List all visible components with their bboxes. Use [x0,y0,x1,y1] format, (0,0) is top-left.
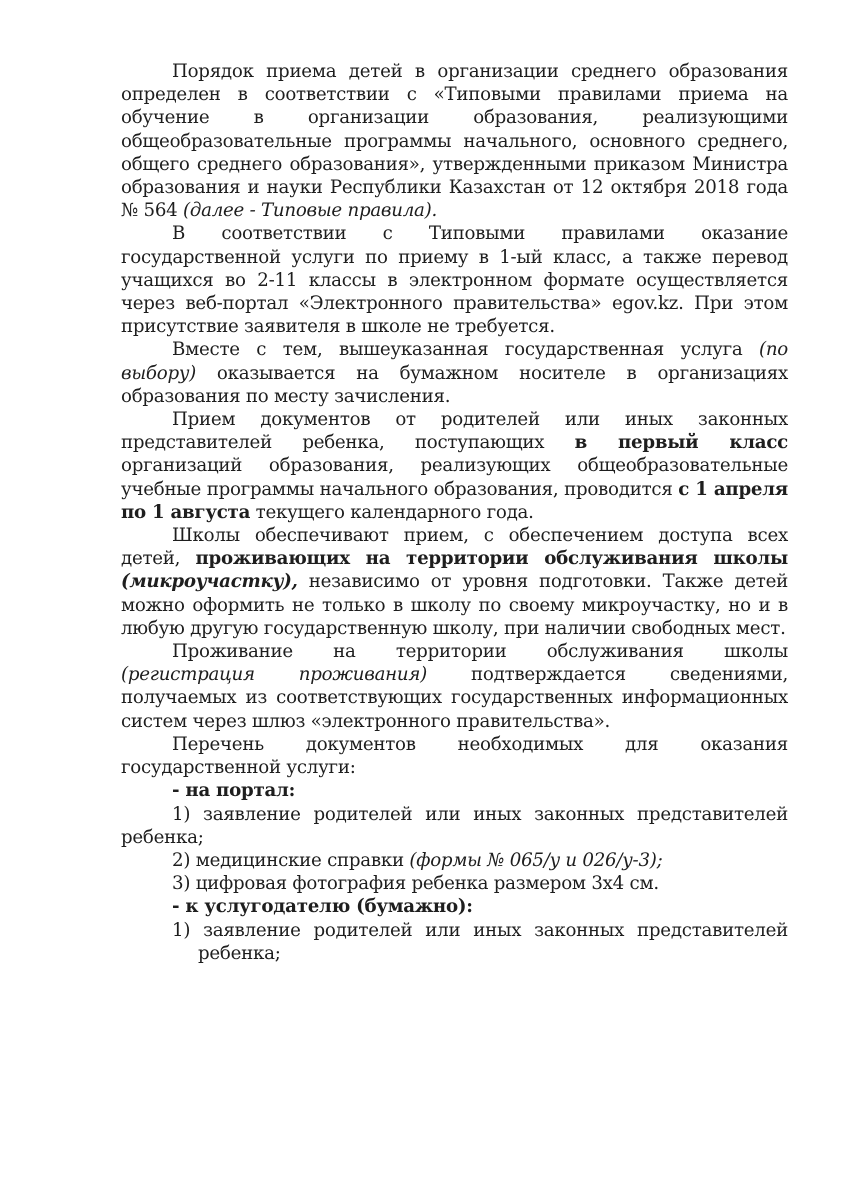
list-item-number: 1) [172,919,191,941]
paragraph-text: организаций образования, реализующих общеобразовательные учебные программы начального образования, проводится [121,455,788,500]
document-page [121,60,788,965]
list-item [121,849,788,872]
paragraph-italic-note: (регистрация проживания) [121,664,428,686]
paragraph-text: Прием документов от родителей или иных законных представителей ребенка, поступающих [121,409,788,454]
list-item-italic-note: (формы № 065/у и 026/у-3); [409,849,663,871]
emphasis-first-grade: в первый класс [574,432,788,454]
emphasis-micro-district: (микроучастку), [121,571,298,593]
paragraph-residence-confirmation [121,640,788,733]
list-item [121,872,788,895]
paragraph-text: оказывается на бумажном носителе в организациях образования по месту зачисления. [121,362,788,407]
paragraph-text: Вместе с тем, вышеуказанная государственная услуга [172,339,759,361]
paragraph-text: В соответствии с Типовыми правилами оказание государственной услуги по приему в 1-ый класс, а также перевод учащихся во 2-11 классы в электронном формате осуществляется через веб-портал «Электронного правительства» egov.kz. При этом присутствие заявителя в школе не требуется. [121,223,788,338]
paragraph-admission-order [121,60,788,222]
paragraph-text: Порядок приема детей в организации среднего образования определен в соответствии с «Типовыми правилами приема на обучение в организации образования, реализующими общеобразовательные программы начального, основного среднего, общего среднего образования», утвержденными приказом Министра образования и науки Республики Казахстан от 12 октября 2018 года № 564 [121,61,788,222]
paragraph-italic-note: (по выбору) [121,339,788,384]
section-heading-paper: - к услугодателю (бумажно): [172,896,473,918]
paragraph-text: текущего календарного года. [250,501,534,523]
list-item-text: 1) заявление родителей или иных законных представителей ребенка; [121,803,788,848]
emphasis-service-territory: проживающих на территории обслуживания школы [195,548,788,570]
list-item-text: заявление родителей или иных законных представителей ребенка; [198,919,788,964]
list-item-text: 2) медицинские справки [172,849,410,871]
emphasis-date-range: с 1 апреля по 1 августа [121,478,788,523]
paragraph-text: Школы обеспечивают прием, с обеспечением доступа всех детей, [121,525,788,570]
list-item [121,803,788,849]
paragraph-text: Перечень документов необходимых для оказания государственной услуги: [121,733,788,779]
paragraph-school-access [121,524,788,640]
paragraph-electronic-service [121,222,788,338]
paragraph-text: подтверждается сведениями, получаемых из соответствующих государственных информационных систем через шлюз «электронного правительства». [121,664,788,732]
paragraph-text: Проживание на территории обслуживания школы [172,641,788,663]
paragraph-document-acceptance [121,408,788,524]
list-item [121,919,788,965]
paragraph-documents-list-intro [121,733,788,779]
paragraph-paper-service [121,338,788,408]
paragraph-italic-note: (далее - Типовые правила). [183,200,438,222]
paragraph-text: независимо от уровня подготовки. Также детей можно оформить не только в школу по своему микроучастку, но и в любую другую государственную школу, при наличии свободных мест. [121,571,788,639]
list-item-text: 3) цифровая фотография ребенка размером 3x4 см. [172,873,659,895]
section-heading-portal: - на портал: [172,780,296,802]
